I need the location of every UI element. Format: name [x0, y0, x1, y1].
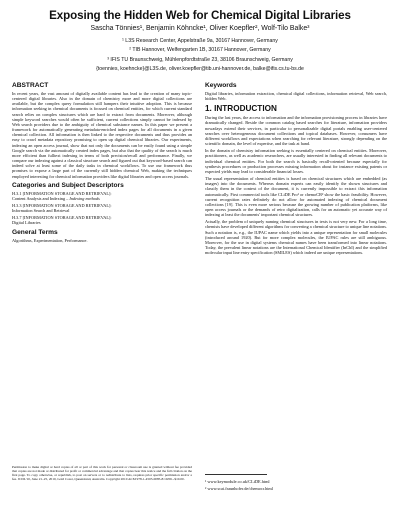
- category-item: [12, 203, 192, 213]
- keywords-text: Digital libraries, information extraction, chemical digital collections, information retrieval, Web search, hidden Web.: [205, 91, 387, 102]
- author-emails: {toennies, koehncke}@L3S.de, oliver.koepfler@tib.uni-hannover.de, balke@ifis.cs.tu-bs.de: [96, 66, 304, 72]
- category-code: H.3.7 [INFORMATION STORAGE AND RETRIEVAL]:: [12, 215, 112, 221]
- category-item: [12, 215, 192, 225]
- intro-paragraph: In the domain of chemistry information seeking is essentially centered on chemical entities. Moreover, practitioners, as well as academic researchers, are usually interested in finding all relevant documents to individual chemical entities. For both the search is basically recall-oriented because especially for synthesis procedures or production processes missing information about for instance existing patents or expected yields may lead to considerable financial losses.: [205, 148, 387, 174]
- affiliation-1: ¹ L3S Research Center, Appelstraße 9a, 30167 Hannover, Germany: [122, 38, 278, 44]
- general-terms-text: Algorithms, Experimentation, Performance.: [12, 237, 88, 243]
- intro-paragraph: Actually, the problem of uniquely naming chemical structures in texts is not very new. For a long time, chemists have developed different algorithms for converting a chemical structure to unique line notations. Such a notation is, e.g., the IUPAC name which yields into a unique representation for small molecules (introduced around 1920). But for more complex molecules, the IUPAC rules are still ambiguous. Moreover, for the use in digital systems chemical names have been transformed into linear notations. Today, the prevalent linear notations are the International Chemical Identifier (InChI) and the simplified molecular input line entry specification (SMILES) which indeed are unique representations.: [205, 219, 388, 256]
- footnote-2[interactable]: ² www.scai.fraunhofer.de/chemocr.html: [205, 486, 273, 491]
- footnote-divider: [205, 474, 267, 475]
- categories-heading: Categories and Subject Descriptors: [12, 181, 124, 189]
- paper-title: Exposing the Hidden Web for Chemical Digital Libraries: [49, 9, 351, 22]
- abstract-text: In recent years, the vast amount of digitally available content has lead to the creation of many topic-centered digital libraries. Also in the domain of chemistry more and more digital collections are available, but the complex query formulation still hampers their intuitive adoption. This is because information seeking in chemical documents is focused on chemical entities, for which current standard search relies on complex structures which are hard to extract from documents. Moreover, although simple keyword searches would often be sufficient, current collections simply cannot be indexed by Web search providers due to the ambiguity of chemical substance names. In this paper we present a framework for automatically generating metadata-enriched index pages for all documents in a given chemical collection. All information is then linked to the respective documents and thus provides an easy to crawl metadata repository promising to open up digital chemical libraries. Our experiments, indexing an open access journal, show that not only the documents can be easily found using a simple Google search via the automatically created index pages, but also that the quality of the search is much more efficient than fulltext indexing in terms of both precision/recall and performance. Finally, we compare our indexing against a classical structure search and figured out that keyword-based search can indeed solve at least some of the daily tasks in chemical workflows. To use our framework thus promises to expose a large part of the currently still hidden chemical Web, making the techniques employed interesting for chemical information providers like digital libraries and open access journals.: [12, 91, 192, 179]
- right-column: [205, 82, 387, 257]
- general-terms-heading: General Terms: [12, 228, 58, 236]
- intro-paragraph: The usual representation of chemical entities is based on chemical structures which are embedded (as images) into the documents. Whereas domain experts can easily identify the shown structures and classify them in the context of the document, it is currently impossible to extract this information automatically. First commercial tools like CLiDE Pro¹ or chemoCR² show the basic feasibility. However, current recognition rates definitely do not allow for automated indexing of chemical document collections [19]. This is even more serious because the growing number of publication platforms, like open access journals or the demands of retro digitalization, calls for an automatic yet accurate way of indexing at least the documents' important chemical structures.: [205, 176, 387, 218]
- introduction-heading: 1. INTRODUCTION: [205, 104, 277, 114]
- footnotes: [205, 474, 387, 492]
- keywords-section: [205, 82, 387, 101]
- affiliation-3: ³ IFIS TU Braunschweig, Mühlenpfordtstraße 23, 38106 Braunschweig, Germany: [107, 57, 293, 63]
- general-terms-section: [12, 229, 192, 243]
- keywords-heading: Keywords: [205, 82, 237, 89]
- intro-paragraph: During the last years, the access to information and the information provisioning process in libraries have dramatically changed. Beside the common catalog based searches for literature, information providers nowadays extend their services, in particular to personalizable digital portals enabling user-centered searches over heterogeneous document collections and topical databases. However, consumers have different workflows and expectations when searching for relevant literature, strongly depending on the scientific domain, the level of expertise, and the task at hand.: [205, 115, 387, 147]
- introduction-section: [205, 104, 387, 255]
- affiliation-2: ² TIB Hannover, Welfengarten 1B, 30167 Hannover, Germany: [129, 47, 271, 53]
- categories-section: [12, 182, 192, 226]
- category-desc: Digital Libraries: [12, 220, 41, 226]
- abstract-heading: ABSTRACT: [12, 82, 49, 89]
- left-column: [12, 82, 192, 246]
- category-code: H.3.3 [INFORMATION STORAGE AND RETRIEVAL]:: [12, 202, 112, 208]
- category-desc: Content Analysis and Indexing – Indexing methods: [12, 195, 100, 201]
- category-code: H.3.1 [INFORMATION STORAGE AND RETRIEVAL]:: [12, 190, 112, 196]
- author-list: Sascha Tönnies¹, Benjamin Köhncke¹, Oliver Koepfler², Wolf-Tilo Balke³: [90, 25, 310, 32]
- footnote-1[interactable]: ¹ www.keymodule.co.uk/CLiDE.html: [205, 479, 270, 484]
- permission-notice: Permission to make digital or hard copies of all or part of this work for personal or classroom use is granted without fee provided that copies are not made or distributed for profit or commercial advantage and that copies bear this notice and the full citation on the first page. To copy otherwise, or republish, to post on servers or to redistribute to lists, requires prior specific permission and/or a fee. JCDL'10, June 21–25, 2010, Gold Coast, Queensland, Australia. Copyright 2010 ACM 978-1-4503-0085-8/10/06...$10.00.: [12, 465, 192, 482]
- category-desc: Information Search and Retrieval: [12, 208, 70, 214]
- abstract-section: [12, 82, 192, 179]
- category-item: [12, 191, 192, 201]
